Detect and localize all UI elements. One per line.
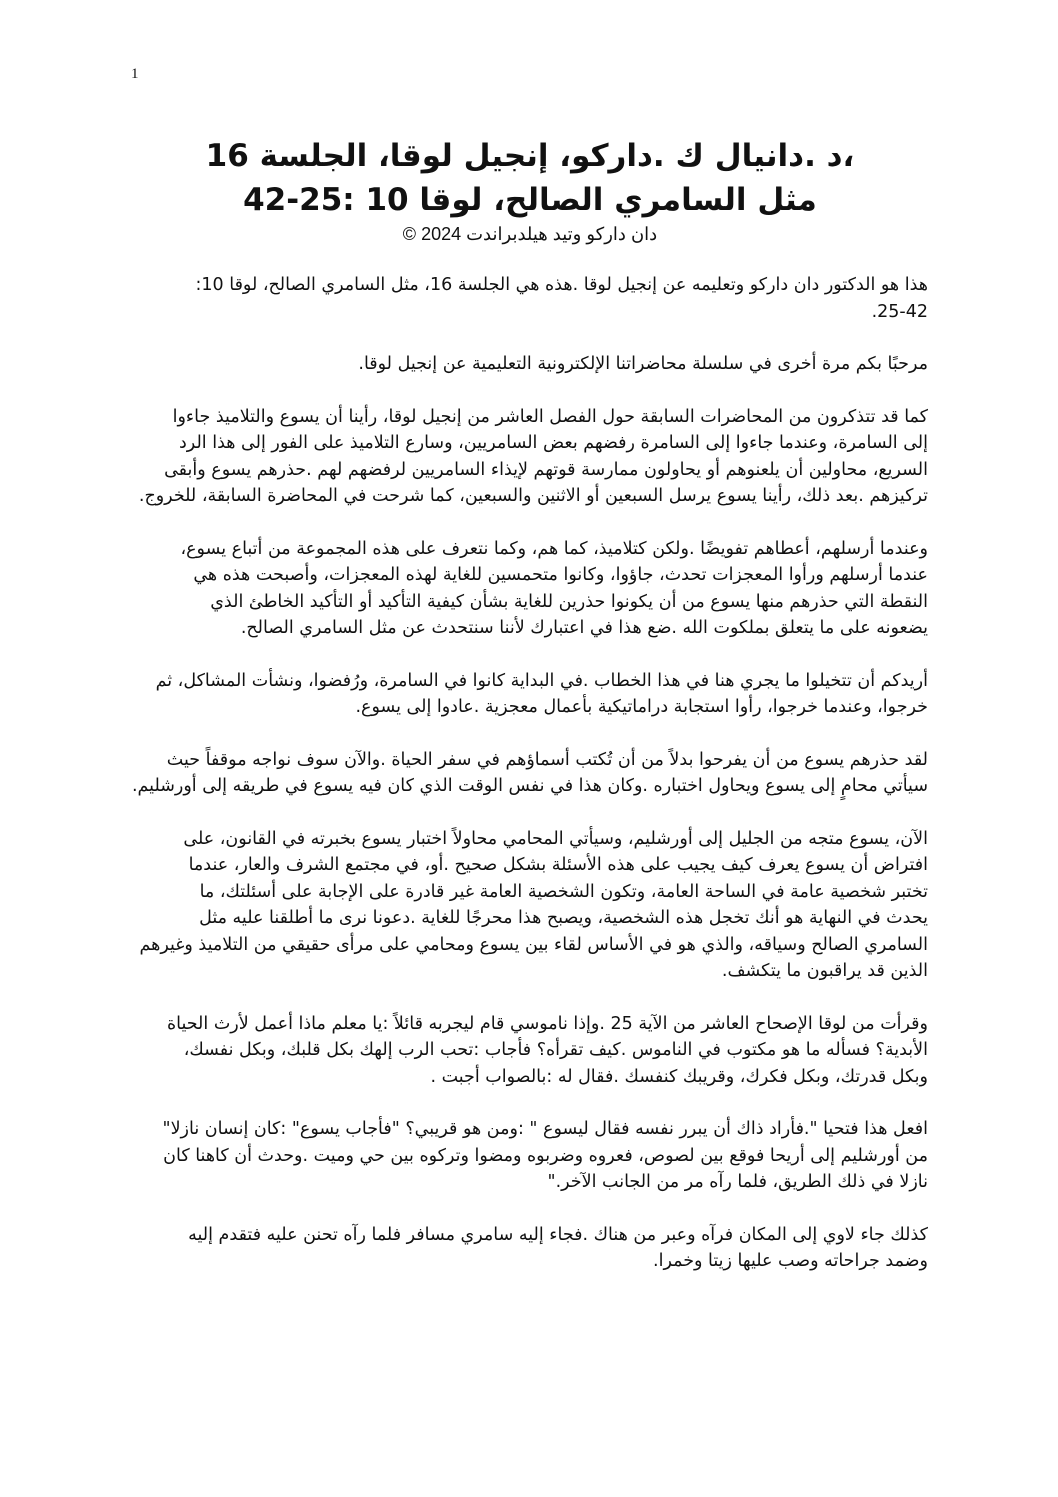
paragraph	[132, 1116, 928, 1196]
text-line: هذا هو الدكتور دان داركو وتعليمه عن إنجيل لوقا .هذه هي الجلسة 16، مثل السامري الصالح، لوقا 10:	[195, 275, 928, 295]
text-line: نازلا في ذلك الطريق، فلما رآه مر من الجانب الآخر."	[547, 1172, 928, 1192]
text-line: وبكل قدرتك، وبكل فكرك، وقريبك كنفسك .فقال له :بالصواب أجبت .	[430, 1066, 928, 1087]
text-line: النقطة التي حذرهم منها يسوع من أن يكونوا حذرين للغاية بشأن كيفية التأكيد أو التأكيد الخاطئ الذي	[210, 591, 928, 612]
text-line: 25-42.	[871, 301, 928, 322]
text-line: افعل هذا فتحيا ".فأراد ذاك أن يبرر نفسه فقال ليسوع " :ومن هو قريبي؟ "فأجاب يسوع" :كان إنسان نازلا"	[162, 1119, 928, 1139]
title-line: ،د .دانيال ك .داركو، إنجيل لوقا، الجلسة 16	[205, 138, 855, 174]
text-line: الذين قد يراقبون ما يتكشف.	[721, 961, 928, 981]
paragraph	[132, 1222, 928, 1275]
paragraph	[132, 747, 928, 800]
text-line: تختبر شخصية عامة في الساحة العامة، وتكون الشخصية العامة غير قادرة على الإجابة على أسئلتك، ما	[199, 881, 928, 902]
paragraph	[132, 272, 928, 325]
text-line: سيأتي محامٍ إلى يسوع ويحاول اختباره .وكان هذا في نفس الوقت الذي كان فيه يسوع في طريقه إلى أورشليم.	[131, 776, 928, 796]
page-number: 1	[131, 66, 139, 82]
text-line: أريدكم أن تتخيلوا ما يجري هنا في هذا الخطاب .في البداية كانوا في السامرة، ورُفضوا، ونشأت المشاكل، ثم	[155, 670, 928, 691]
text-line: الآن، يسوع متجه من الجليل إلى أورشليم، وسيأتي المحامي محاولاً اختبار يسوع بخبرته في القانون، على	[183, 828, 928, 849]
text-line: إلى السامرة، وعندما جاءوا إلى السامرة رفضهم بعض السامريين، وسارع التلاميذ على الفور إلى هذا الرد	[179, 433, 928, 453]
document-title	[130, 134, 930, 222]
paragraph	[132, 351, 928, 378]
text-line: تركيزهم .بعد ذلك، رأينا يسوع يرسل السبعين أو الاثنين والسبعين، كما شرحت في المحاضرة السابقة، للخروج.	[138, 486, 928, 506]
paragraph	[132, 404, 928, 510]
text-line: يضعونه على ما يتعلق بملكوت الله .ضع هذا في اعتبارك لأننا سنتحدث عن مثل السامري الصالح.	[240, 618, 928, 638]
text-line: الأبدية؟ فسأله ما هو مكتوب في الناموس .كيف تقرأه؟ فأجاب :تحب الرب إلهك بكل قلبك، وبكل نفسك،	[183, 1040, 928, 1060]
text-line: السريع، محاولين أن يلعنوهم أو يحاولون ممارسة قوتهم لإيذاء السامريين لرفضهم لهم .حذرهم يسوع وأبقى	[164, 459, 928, 480]
text-line: افتراض أن يسوع يعرف كيف يجيب على هذه الأسئلة بشكل صحيح .أو، في مجتمع الشرف والعار، عندما	[188, 855, 928, 875]
text-line: كما قد تتذكرون من المحاضرات السابقة حول الفصل العاشر من إنجيل لوقا، رأينا أن يسوع والتلاميذ جاءوا	[172, 406, 928, 427]
paragraph	[132, 536, 928, 642]
text-line: وقرأت من لوقا الإصحاح العاشر من الآية 25 .وإذا ناموسي قام ليجربه قائلاً :يا معلم ماذا أعمل لأرث الحياة	[166, 1013, 928, 1034]
text-line: لقد حذرهم يسوع من أن يفرحوا بدلاً من أن تُكتب أسماؤهم في سفر الحياة .والآن سوف نواجه موقفاً حيث	[166, 749, 928, 770]
text-line: وضمد جراحاته وصب عليها زيتا وخمرا.	[653, 1251, 928, 1271]
text-line: كذلك جاء لاوي إلى المكان فرآه وعبر من هناك .فجاء إليه سامري مسافر فلما رآه تحنن عليه فتقدم إليه	[188, 1224, 928, 1245]
text-line: عندما أرسلهم ورأوا المعجزات تحدث، جاؤوا، وكانوا متحمسين للغاية لهذه المعجزات، وأصبحت هذه هي	[193, 565, 928, 585]
document-body	[132, 272, 928, 1301]
copyright-line: دان داركو وتيد هيلدبراندت 2024 ©	[402, 224, 658, 244]
title-line: مثل السامري الصالح، لوقا 10 :25-42	[243, 182, 817, 218]
text-line: السامري الصالح وسياقه، والذي هو في الأساس لقاء بين يسوع ومحامي على مرأى حقيقي من التلاميذ وغيرهم	[139, 934, 928, 955]
text-line: يحدث في النهاية هو أنك تخجل هذه الشخصية، ويصبح هذا محرجًا للغاية .دعونا نرى ما أطلقنا عليه مثل	[199, 908, 928, 928]
paragraph	[132, 1011, 928, 1091]
text-line: وعندما أرسلهم، أعطاهم تفويضًا .ولكن كتلاميذ، كما هم، وكما نتعرف على هذه المجموعة من أتباع يسوع،	[180, 538, 928, 559]
text-line: خرجوا، وعندما خرجوا، رأوا استجابة دراماتيكية بأعمال معجزية .عادوا إلى يسوع.	[355, 697, 928, 717]
paragraph	[132, 826, 928, 985]
text-line: مرحبًا بكم مرة أخرى في سلسلة محاضراتنا الإلكترونية التعليمية عن إنجيل لوقا.	[358, 354, 928, 374]
paragraph	[132, 668, 928, 721]
text-line: من أورشليم إلى أريحا فوقع بين لصوص، فعروه وضربوه ومضوا وتركوه بين حي وميت .وحدث أن كاهنا كان	[163, 1145, 928, 1166]
